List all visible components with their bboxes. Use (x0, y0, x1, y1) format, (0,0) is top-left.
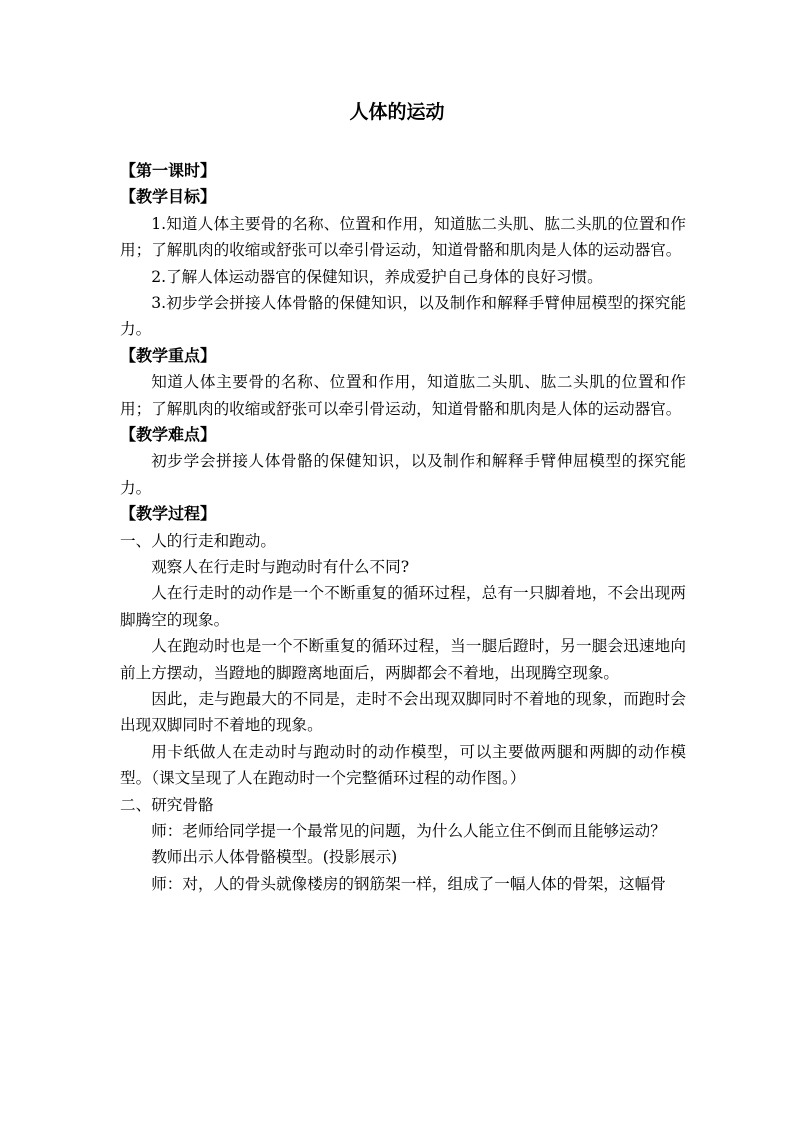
heading-key-points: 【教学重点】 (120, 345, 217, 365)
document-body (120, 158, 686, 897)
paragraph-difficulties: 初步学会拼接人体骨骼的保健知识，以及制作和解释手臂伸屈模型的探究能力。 (120, 452, 686, 497)
heading-teaching-goals: 【教学目标】 (120, 187, 217, 207)
paragraph-walking: 人在行走时的动作是一个不断重复的循环过程，总有一只脚着地，不会出现两脚腾空的现象。 (120, 584, 686, 629)
paragraph-teacher-shows-model: 教师出示人体骨骼模型。(投影展示) (151, 848, 398, 867)
document-title: 人体的运动 (349, 101, 445, 123)
paragraph-goal-2: 2.了解人体运动器官的保健知识，养成爱护自己身体的良好习惯。 (151, 267, 603, 286)
paragraph-teacher-explains: 师：对，人的骨头就像楼房的钢筋架一样，组成了一幅人体的骨架，这幅骨 (151, 874, 666, 893)
paragraph-model: 用卡纸做人在走动时与跑动时的动作模型，可以主要做两腿和两脚的动作模型。（课文呈现了人在跑动时一个完整循环过程的动作图。） (120, 742, 686, 788)
section-walking-running: 一、人的行走和跑动。 (120, 531, 276, 550)
heading-teaching-process: 【教学过程】 (120, 504, 217, 524)
paragraph-key-points: 知道人体主要骨的名称、位置和作用，知道肱二头肌、肱二头肌的位置和作用；了解肌肉的收缩或舒张可以牵引骨运动，知道骨骼和肌肉是人体的运动器官。 (120, 373, 686, 418)
heading-difficulties: 【教学难点】 (120, 425, 217, 445)
heading-lesson-one: 【第一课时】 (120, 161, 217, 180)
paragraph-running: 人在跑动时也是一个不断重复的循环过程，当一腿后蹬时，另一腿会迅速地向前上方摆动，当蹬地的脚蹬离地面后，两脚都会不着地，出现腾空现象。 (120, 637, 686, 682)
paragraph-observe: 观察人在行走时与跑动时有什么不同? (151, 558, 410, 577)
paragraph-goal-3: 3.初步学会拼接人体骨骼的保健知识，以及制作和解释手臂伸屈模型的探究能力。 (120, 294, 686, 339)
section-skeleton: 二、研究骨骼 (120, 795, 214, 814)
paragraph-goal-1: 1.知道人体主要骨的名称、位置和作用，知道肱二头肌、肱二头肌的位置和作用；了解肌肉的收缩或舒张可以牵引骨运动，知道骨骼和肌肉是人体的运动器官。 (120, 214, 686, 260)
paragraph-teacher-question: 师：老师给同学提一个最常见的问题，为什么人能立住不倒而且能够运动？ (151, 822, 666, 841)
paragraph-difference: 因此，走与跑最大的不同是，走时不会出现双脚同时不着地的现象，而跑时会出现双脚同时不着地的现象。 (120, 690, 686, 735)
